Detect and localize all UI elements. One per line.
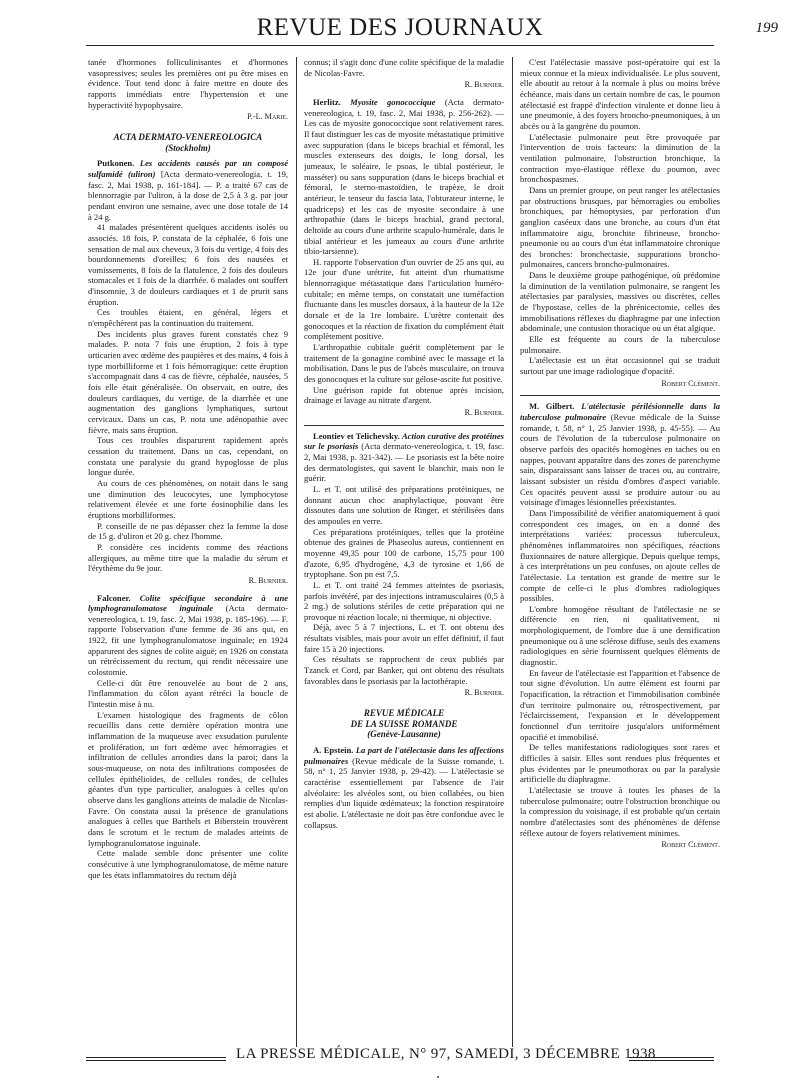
- paragraph: tanée d'hormones folliculinisantes et d'hormones vasopressives; seules les premières ont pu être mises en évidence. Tout tend donc à faire mettre en doute des rapports immédiats entre l'hypertension et une hyperactivité hypophysaire.: [88, 57, 288, 110]
- column-3: [520, 57, 720, 1047]
- footer-rule: [629, 1057, 714, 1061]
- paragraph: L'atélectasie est un état occasionnel qui se traduit surtout par une image radiologique d'opacité.: [520, 355, 720, 377]
- paragraph: Tous ces troubles disparurent rapidement après cessation du traitement. Dans un cas, cependant, on constata une paralysie du grand hypoglosse de plus longue durée.: [88, 435, 288, 478]
- article-author: M. Gilbert.: [529, 401, 575, 412]
- paragraph: L. et T. ont traité 24 femmes atteintes de psoriasis, parfois invétéré, par des injections intramusculaires (0,5 à 2 mg.) de solutions stériles de cette préparation qui ne provoque ni réaction locale, ni thermique, ni objective.: [304, 579, 504, 622]
- footer-title: LA PRESSE MÉDICALE, N° 97, SAMEDI, 3 DÉCEMBRE 1938: [236, 1046, 656, 1062]
- paragraph: P. conseille de ne pas dépasser chez la femme la dose de 15 g. d'uliron et 20 g. chez l'homme.: [88, 520, 288, 542]
- journal-section-title: DE LA SUISSE ROMANDE: [350, 718, 458, 729]
- article-author: Leontiev et Telichevsky.: [313, 430, 400, 441]
- paragraph: Des incidents plus graves furent constatés chez 9 malades. P. nota 7 fois une éruption, 2 fois à type urticarien avec œdème des paupières et des mains, 4 fois à type morbilliforme et 1 fois hémorragique: cette éruption s'accompagnait dans 4 cas de fièvre, céphalée, nausées, 5 fois elle était généralisée. On observait, en outre, des douleurs cardiaques, du vertige, de la diarrhée et une augmentation des ganglions lymphatiques, surtout cervicaux. Dans un cas, P. nota une adénopathie avec fièvre, mais sans éruption.: [88, 328, 288, 435]
- paragraph: H. rapporte l'observation d'un ouvrier de 25 ans qui, au 12e jour d'une urétrite, fut atteint d'un rhumatisme blennorragique métastatique dans l'articulation huméro-cubitale; en même temps, on constatait une tuméfaction fluctuante dans les muscles dorsaux, à la hauteur de la 12e dorsale et de la 1re lombaire. L'urètre contenait des gonocoques et la réaction de fixation du complément était complètement positive.: [304, 256, 504, 342]
- paragraph: 41 malades présentèrent quelques accidents isolés ou associés. 18 fois, P. constata de la céphalée, 6 fois une sensation de mal aux cheveux, 3 fois du vertige, 4 fois des bourdonnements d'oreilles; 6 fois des nausées et vomissements, 8 fois de la flatulence, 2 fois des douleurs stomacales et 1 fois de la diarrhée. 6 malades ont souffert d'insomnie, 3 de douleurs cardiaques et 1 de prurit sans éruption.: [88, 222, 288, 307]
- footer-rule: [86, 1057, 226, 1061]
- article-reference: [Acta dermato-venereologia, t. 19, fasc. 2, Mai 1938, p. 161-184]. — P. a traité 67 cas de blennorragie par l'uliron, à la dose de 2,5 à 3 g. par jour pendant environ une semaine, avec une dose totale de 14 à 24 g.: [88, 168, 288, 222]
- paragraph: Une guérison rapide fut obtenue après incision, drainage et lavage au nitrate d'argent.: [304, 384, 504, 406]
- article-title: Les accidents causés par un composé sulfamidé (uliron): [88, 158, 288, 179]
- paragraph: Dans un premier groupe, on peut ranger les atélectasies par obstructions brusques, par hémorragies ou embolies bronchiques, par hémoptysies, par perforation d'un ganglion caséeux dans une bronche, au cours d'un état inflammatoire aigu, bronchite fibrineuse, broncho-pneumonie ou au cours d'un état inflammatoire chronique des bronches: bronchectasie, suppurations broncho-pulmonaires, cancers broncho-pulmonaires.: [520, 184, 720, 270]
- article-separator: [304, 425, 504, 426]
- article-falconer: [88, 593, 288, 881]
- paragraph: Cette malade semble donc présenter une colite consécutive à une lymphogranulomatose, de même nature que les états inflammatoires du rectum déjà: [88, 848, 288, 880]
- paragraph: L'ombre homogène résultant de l'atélectasie ne se différencie en rien, ni qualitativement, ni morphologiquement, de l'ombre due à une densification pneumonique ou à une sclérose diffuse, seuls des examens radiologiques en série fournissent quelques éléments de diagnostic.: [520, 603, 720, 668]
- paragraph: Elle est fréquente au cours de la tuberculose pulmonaire.: [520, 334, 720, 355]
- column-1: [88, 57, 288, 1047]
- paragraph: L'examen histologique des fragments de côlon recueillis dans cette dernière opération montra une inflammation de la muqueuse avec exsudation purulente et prolifération, un fort œdème avec hémorragies et infiltration de cellules arrondies dans la paroi; dans la sous-muqueuse, on nota des infiltrations composées de cellules épithélioïdes, de cellules rondes, de cellules géantes d'un type particulier, analogues à celles qu'on observe dans les ganglions atteints de maladie de Nicolas-Favre. On constata aussi la présence de granulations analogues à celles que Barthels et Biberstein trouvèrent dans le scrotum et le rectum de malades atteints de lymphogranulomatose inguinale.: [88, 709, 288, 848]
- article-title: Myosite gonococcique: [350, 96, 436, 107]
- article-author: A. Epstein.: [313, 745, 354, 756]
- author-signature: R. Burnier.: [464, 688, 504, 698]
- paragraph: De telles manifestations radiologiques sont rares et difficiles à saisir. Elles sont rendues plus fréquentes et plus évidentes par le pneumothorax ou par la paralysie artificielle du diaphragme.: [520, 742, 720, 785]
- paragraph: Ces résultats se rapprochent de ceux publiés par Tzanck et Cord, par Banker, qui ont obtenu des résultats favorables dans le psoriasis par la lactothérapie.: [304, 654, 504, 686]
- article-reference: (Acta dermato-venereologica, t. 19, fasc. 2, Mai 1938, p. 321-342). — Le psoriasis est la bête noire des dermatologistes, qui savent le blanchir, mais non le guérir.: [304, 441, 504, 484]
- article-author: Herlitz.: [313, 96, 341, 107]
- article-putkonen: [88, 158, 288, 586]
- article-reference: (Revue médicale de la Suisse romande, t. 58, n° 1, 25 Janvier 1938, p. 45-55). — Au cours de l'évolution de la tuberculose pulmonaire on observe parfois des opacités homogènes en taches ou en nappes, pouvant apparaître dans des zones de parenchyme sain, disparaissant sans laisser de traces ou, au contraire, laissant subsister un résidu d'ombres d'aspect variable. Ces opacités peuvent aussi se produire autour ou au voisinage d'images lésionnelles préexistantes.: [520, 412, 720, 508]
- article-author: Falconer.: [97, 592, 131, 603]
- paragraph: Dans le deuxième groupe pathogénique, où prédomine la diminution de la ventilation pulmonaire, se rangent les atélectasies par paralysies, massives ou discrètes, celles de l'hypostase, celles de la phrénicectomie, celles des immobilisations réflexes du diaphragme par une infection abdominale, une contusion thoracique ou un état algique.: [520, 270, 720, 334]
- author-signature: R. Burnier.: [464, 80, 504, 90]
- article-leontiev: [304, 431, 504, 699]
- journal-section-place: (Genève-Lausanne): [367, 729, 441, 740]
- column-divider: [296, 57, 297, 1047]
- paragraph: Ces troubles étaient, en général, légers et n'empêchèrent pas la continuation du traitement.: [88, 307, 288, 329]
- column-divider: [512, 57, 513, 1047]
- paragraph: En faveur de l'atélectasie est l'apparition et l'absence de tout signe d'évolution. Un autre élément est fourni par l'opacification, la rétraction et l'immobilisation combinée d'un territoire pulmonaire ou, rétrospectivement, par l'éclaircissement, l'expansion et le développement fonctionnel d'un territoire jusqu'alors uniformément opacifié et immobilisé.: [520, 667, 720, 742]
- page-header: [86, 14, 778, 54]
- article-reference: (Acta dermato-venereologica, t. 19, fasc. 2, Mai 1938, p. 256-262). — Les cas de myosite gonococcique sont relativement rares. Il faut distinguer les cas de myosite métastatique primitive avec suppuration (dans le biceps brachial et fémoral, les muscles extenseurs des doigts, le long dorsal, les jumeaux, le soléaire, le psoas, le tibial postérieur, le masséter) ou sans suppuration (dans le biceps brachial et fémoral, le sterno-mastoïdien, le trapèze, le droit antérieur, le tenseur du fascia lata, l'obturateur interne, le quadriceps) et les cas de myosite secondaire à une arthropathie (dans le biceps brachial, grand pectoral, deltoïde au cours d'une arthrite scapulo-humérale, dans le tibial antérieur et les jumeaux au cours d'une arthrite tibio-tarsienne).: [304, 96, 504, 257]
- author-signature: Robert Clément.: [661, 378, 720, 388]
- page-number: 199: [755, 20, 778, 36]
- print-mark: [437, 1076, 439, 1078]
- paragraph: Celle-ci dût être renouvelée au bout de 2 ans, l'inflammation du côlon ayant rétréci la boucle de l'intestin mise à nu.: [88, 677, 288, 710]
- paragraph: L. et T. ont utilisé des préparations protéiniques, ne donnant aucun choc anaphylactique, pouvant être dissoutes dans une solution de Ringer, et stérilisées dans des ampoules en verre.: [304, 483, 504, 526]
- article-herlitz: [304, 97, 504, 419]
- running-title: REVUE DES JOURNAUX: [256, 14, 544, 41]
- article-reference: (Acta dermato-venereologica, t. 19, fasc. 2, Mai 1938, p. 185-196). — F. rapporte l'observation d'une femme de 36 ans qui, en 1922, fit une lymphogranulomatose inguinale; en 1924 apparurent des signes de colite aiguë; en 1926 on constata un rétrécissement du rectum, qui rendit nécessaire une colostomie.: [88, 603, 288, 678]
- paragraph: Dans l'impossibilité de vérifier anatomiquement à quoi correspondent ces images, on en a donné des interprétations variées: processus tuberculeux, phénomènes inflammatoires non spécifiques, réactions fluxionnaires de nature allergique. Depuis quelque temps, à ces interprétations un peu confuses, on ajoute celles de l'atélectasie. La tentation est grande de mettre sur le compte de celle-ci le plus d'ombres radiologiques possibles.: [520, 507, 720, 604]
- article-title: Action curative des protéines sur le psoriasis: [304, 430, 504, 452]
- author-signature: R. Burnier.: [248, 575, 288, 585]
- author-signature: R. Burnier.: [464, 408, 504, 417]
- paragraph: L'arthropathie cubitale guérit complètement par le traitement de la gonagine combiné avec le massage et la mobilisation. Dans le pus de l'abcès musculaire, on trouva des gonocoques et la culture sur gélose-ascite fut positive.: [304, 342, 504, 385]
- article-gilbert: [520, 401, 720, 851]
- article-reference: (Revue médicale de la Suisse romande, t. 58, n° 1, 25 Janvier 1938, p. 29-42). — L'atélectasie se caractérise essentiellement par l'absence de l'air alvéolaire: les alvéoles sont, ou bien collabées, ou bien remplies d'un liquide œdémateux; la fonction respiratoire est abolie. L'atélectasie ne doit pas être confondue avec le collapsus.: [304, 755, 504, 830]
- author-signature: Robert Clément.: [661, 840, 720, 850]
- paragraph: Ces préparations protéiniques, telles que la protéine obtenue des graines de Phaseolus aureus, contiennent en moyenne 49,35 pour 100 de carbone, 15,75 pour 100 d'azote, 6,95 d'hydrogène, 4,3 de tyrosine et 1,66 de tryptophane. Son pn est 7,5.: [304, 526, 504, 580]
- paragraph: connus; il s'agit donc d'une colite spécifique de la maladie de Nicolas-Favre.: [304, 57, 504, 78]
- article-title: Colite spécifique secondaire à une lymphogranulomatose inguinale: [88, 592, 288, 614]
- journal-section-title: ACTA DERMATO-VENEREOLOGICA: [113, 131, 263, 142]
- journal-section-title: REVUE MÉDICALE: [363, 708, 445, 719]
- paragraph: L'atélectasie pulmonaire peut être provoquée par l'intervention de trois facteurs: la diminution de la ventilation pulmonaire, l'obstruction bronchique, la contraction myo-élastique réflexe du poumon, avec bronchospasmes.: [520, 131, 720, 185]
- journal-section-place: (Stockholm): [165, 142, 211, 153]
- article-separator: [520, 395, 720, 396]
- paragraph: Déjà, avec 5 à 7 injections, L. et T. ont obtenu des résultats visibles, mais pour avoir un effet définitif, il faut faire 15 à 20 injections.: [304, 622, 504, 654]
- page-footer: [86, 1046, 714, 1070]
- article-author: Putkonen.: [97, 158, 135, 169]
- paragraph: P. considère ces incidents comme des réactions allergiques, au même titre que la maladie du sérum et l'érythème du 9e jour.: [88, 541, 288, 574]
- three-column-body: [88, 57, 724, 1047]
- paragraph: L'atélectasie se trouve à toutes les phases de la tuberculose pulmonaire; outre l'obstruction bronchique ou la compression du voisinage, il est probable qu'un certain nombre d'atélectasies sont des phénomènes de défense réflexe autour de foyers relativement minimes.: [520, 784, 720, 838]
- column-2: [304, 57, 504, 1047]
- article-title: La part de l'atélectasie dans les affections pulmonaires: [304, 745, 504, 766]
- article-epstein: [304, 745, 504, 830]
- author-signature: P.-L. Marie.: [247, 112, 288, 122]
- header-rule: [86, 45, 714, 46]
- paragraph: C'est l'atélectasie massive post-opératoire qui est la mieux connue et la mieux individualisée. Le plus souvent, elle aboutit au retour à la normale à plus ou moins brève échéance, mais dans un certain nombre de cas, le poumon atélectasié est frappé d'infection virulente et donne lieu à une pneumonie, à des foyers broncho-pneumoniques, à un abcès ou à la gangrène du poumon.: [520, 57, 720, 131]
- article-title: L'atélectasie périlésionnelle dans la tuberculose pulmonaire: [520, 401, 720, 422]
- paragraph: Au cours de ces phénomènes, on notait dans le sang une diminution des leucocytes, une lymphocytose relativement élevée et une forte éosinophilie dans les éruptions morbilliformes.: [88, 477, 288, 520]
